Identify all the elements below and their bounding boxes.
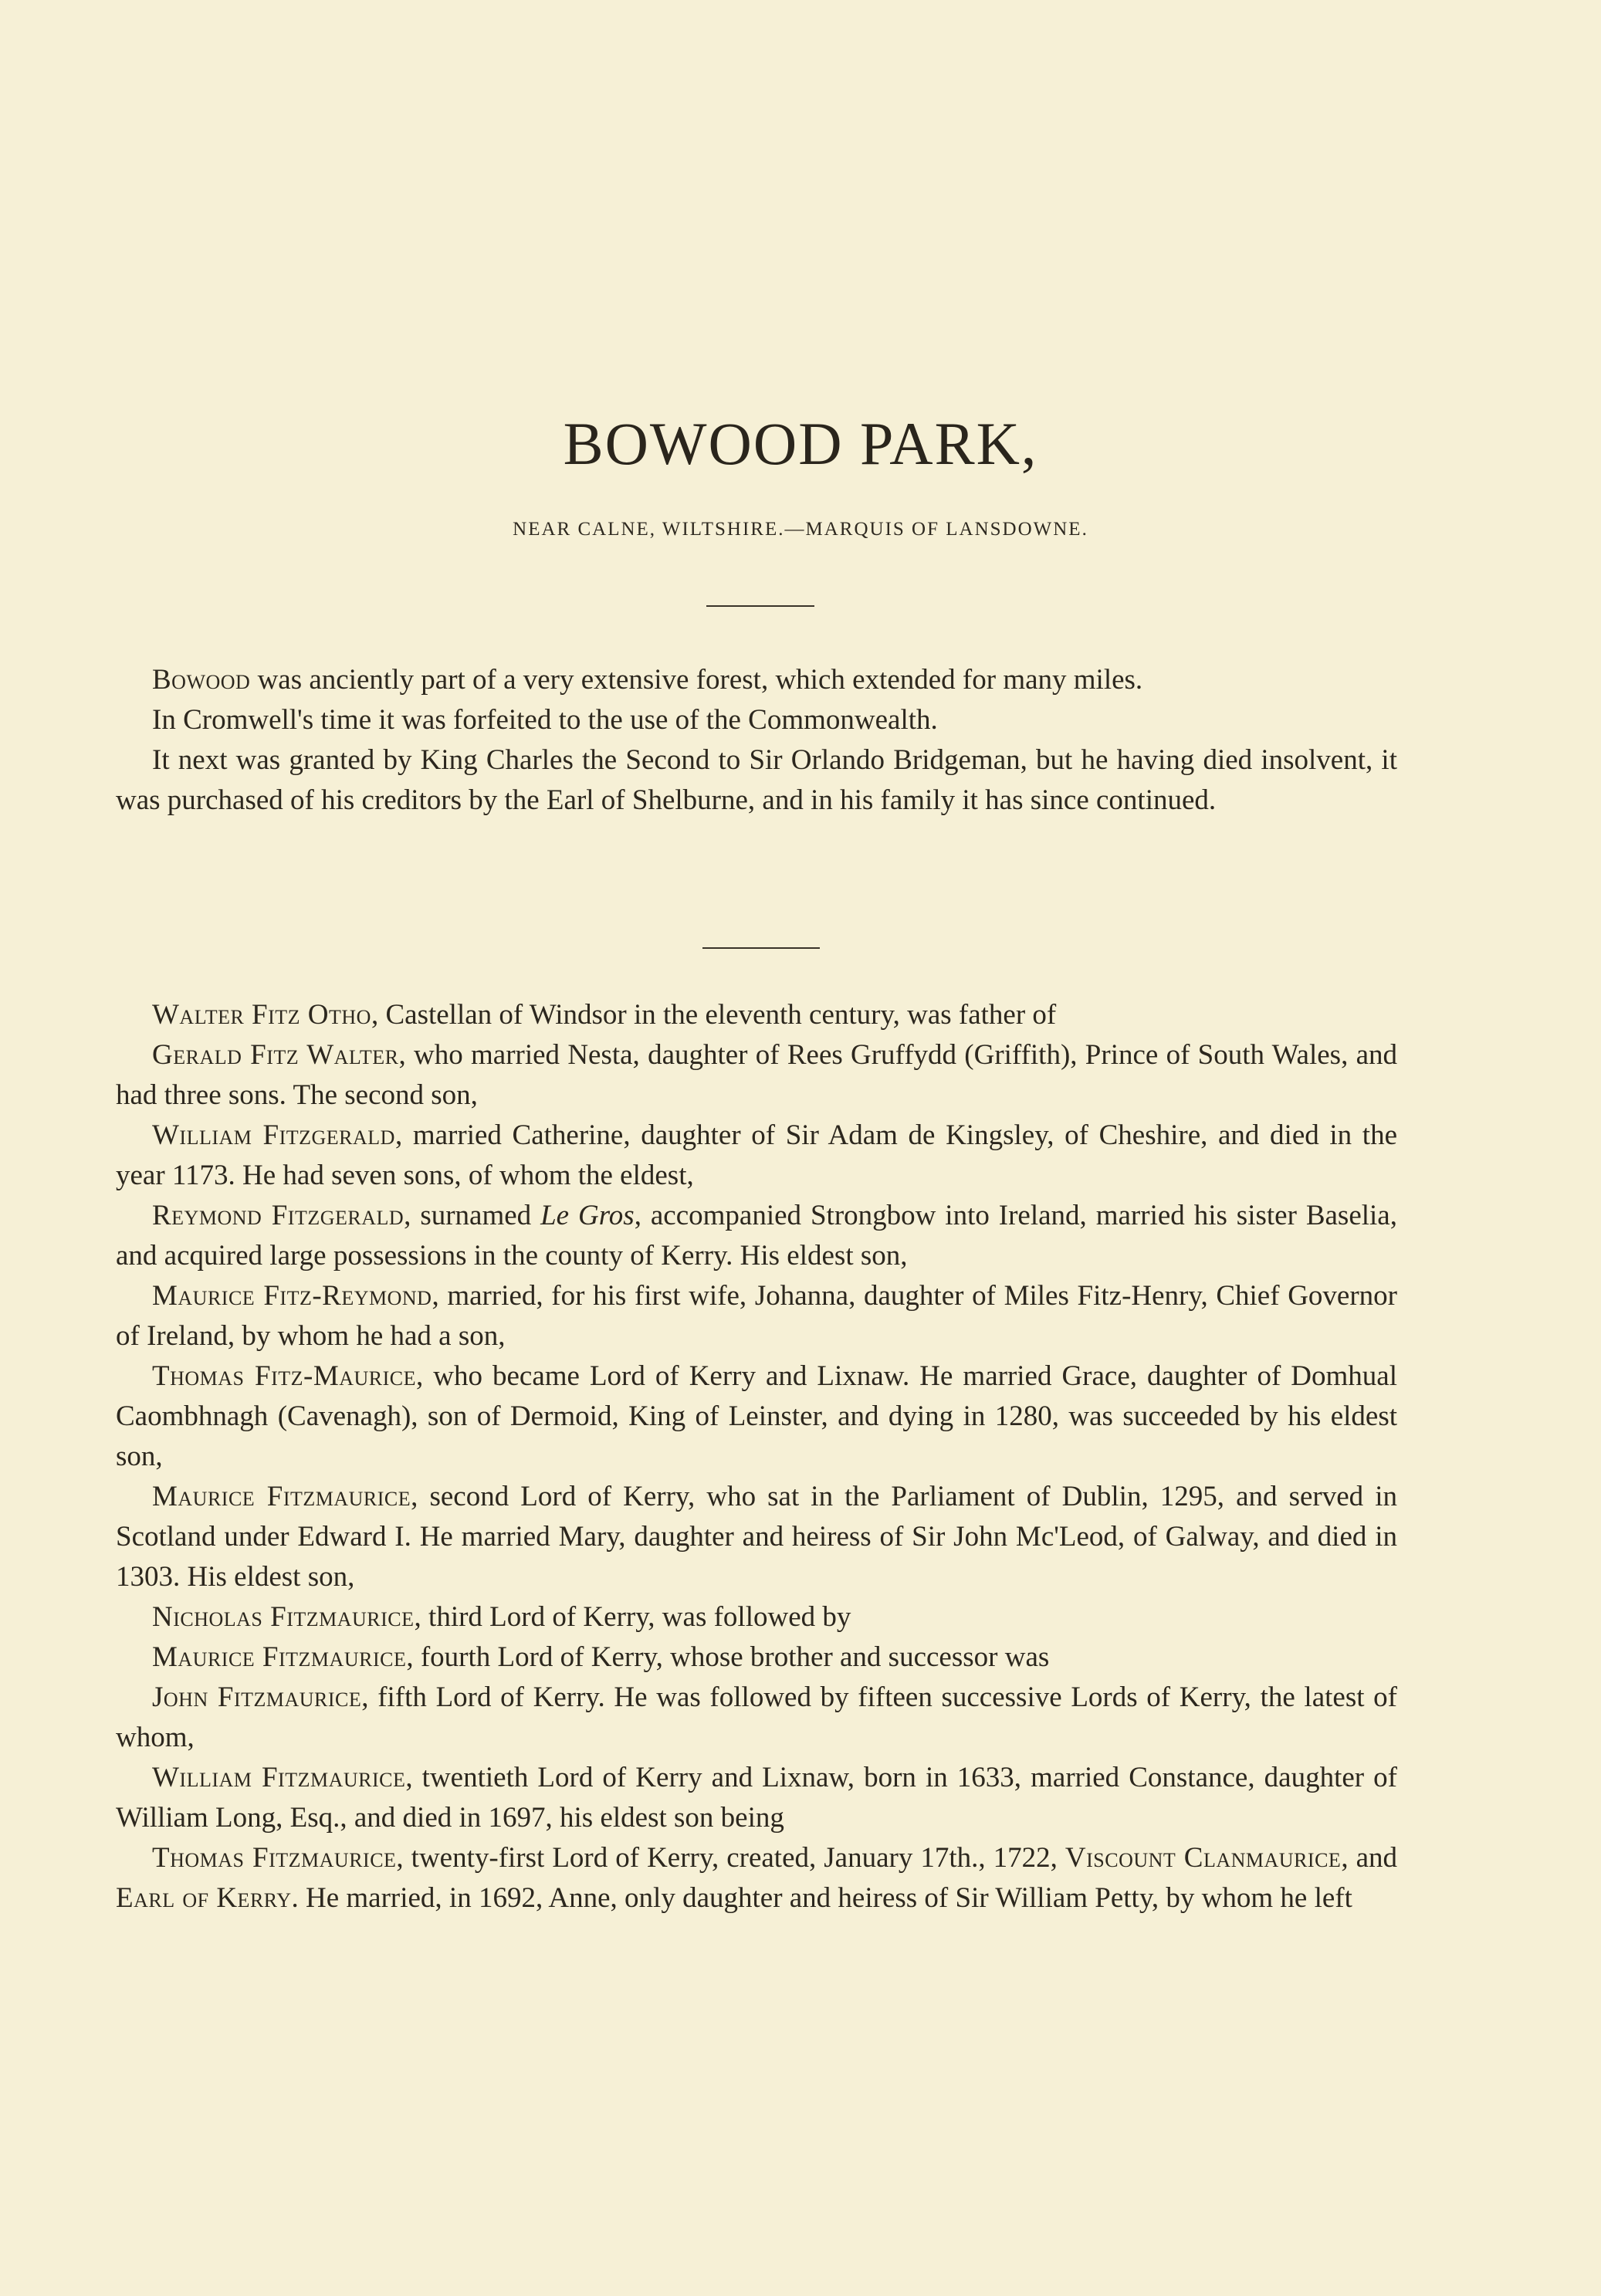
- genealogy-section: [116, 995, 1397, 1918]
- person-name: William Fitzgerald: [152, 1119, 395, 1151]
- intro-paragraph: In Cromwell's time it was forfeited to the use of the Commonwealth.: [152, 704, 938, 736]
- entry-text: , second Lord of Kerry, who sat in the Parliament of Dublin, 1295, and served in Scotland under Edward I. He married Mary, daughter and heiress of Sir John Mc'Leod, of Galway, and died in 1303. His eldest son,: [116, 1481, 1397, 1593]
- genealogy-entry: [116, 1637, 1397, 1678]
- person-name: Nicholas Fitzmaurice: [152, 1601, 415, 1633]
- person-name: Thomas Fitzmaurice: [152, 1842, 397, 1874]
- intro-section: [116, 660, 1397, 821]
- genealogy-entry: [116, 1116, 1397, 1196]
- entry-text: , married Catherine, daughter of Sir Adam de Kingsley, of Cheshire, and died in the year 1173. He had seven sons, of whom the eldest,: [116, 1119, 1397, 1191]
- genealogy-entry: [116, 1356, 1397, 1477]
- intro-paragraph: It next was granted by King Charles the Second to Sir Orlando Bridgeman, but he having died insolvent, it was purchased of his creditors by the Earl of Shelburne, and in his family it has since continued.: [116, 744, 1397, 816]
- entry-text: . He married, in 1692, Anne, only daughter and heiress of Sir William Petty, by whom he left: [291, 1882, 1352, 1914]
- lead-word: Bowood: [152, 664, 251, 696]
- genealogy-entry: [116, 1758, 1397, 1838]
- person-name: Maurice Fitzmaurice: [152, 1641, 407, 1673]
- person-name: Walter Fitz Otho: [152, 999, 371, 1031]
- person-name: Gerald Fitz Walter: [152, 1039, 399, 1071]
- genealogy-entry: [116, 1196, 1397, 1276]
- person-name: Reymond Fitzgerald: [152, 1200, 404, 1231]
- person-name: John Fitzmaurice: [152, 1681, 362, 1713]
- page-subtitle: NEAR CALNE, WILTSHIRE.—MARQUIS OF LANSDOWNE.: [513, 519, 1088, 540]
- peerage-title: Viscount Clanmaurice: [1065, 1842, 1342, 1874]
- entry-text: , married, for his first wife, Johanna, daughter of Miles Fitz-Henry, Chief Governor of Ireland, by whom he had a son,: [116, 1280, 1397, 1352]
- paragraph-text: was anciently part of a very extensive forest, which extended for many miles.: [250, 664, 1143, 696]
- divider-rule: [706, 605, 814, 607]
- genealogy-entry: [116, 1838, 1397, 1918]
- entry-text: , Castellan of Windsor in the eleventh century, was father of: [371, 999, 1057, 1031]
- entry-text: , fifth Lord of Kerry. He was followed by fifteen successive Lords of Kerry, the latest of whom,: [116, 1681, 1398, 1753]
- person-name: William Fitzmaurice: [152, 1762, 406, 1793]
- intro-paragraph: [116, 660, 1397, 700]
- surname-italic: Le Gros: [540, 1200, 635, 1231]
- entry-text: , and: [1341, 1842, 1397, 1874]
- entry-text: , fourth Lord of Kerry, whose brother and successor was: [406, 1641, 1050, 1673]
- genealogy-entry: [116, 995, 1397, 1035]
- person-name: Maurice Fitzmaurice: [152, 1481, 411, 1512]
- entry-text: , twenty-first Lord of Kerry, created, January 17th., 1722,: [396, 1842, 1065, 1874]
- divider-rule: [702, 947, 820, 949]
- page-title: BOWOOD PARK,: [563, 410, 1038, 477]
- genealogy-entry: [116, 1597, 1397, 1637]
- genealogy-entry: [116, 1477, 1397, 1597]
- entry-text: , who married Nesta, daughter of Rees Gruffydd (Griffith), Prince of South Wales, and had three sons. The second son,: [116, 1039, 1398, 1111]
- genealogy-entry: [116, 1035, 1397, 1116]
- entry-text: , third Lord of Kerry, was followed by: [414, 1601, 851, 1633]
- genealogy-entry: [116, 1276, 1397, 1356]
- entry-text: , who became Lord of Kerry and Lixnaw. He married Grace, daughter of Domhual Caombhnagh (Cavenagh), son of Dermoid, King of Leinster, and dying in 1280, was succeeded by his eldest son,: [116, 1360, 1397, 1472]
- genealogy-entry: [116, 1678, 1397, 1758]
- person-name: Thomas Fitz-Maurice: [152, 1360, 417, 1392]
- entry-text: , accompanied Strongbow into Ireland, married his sister Baselia, and acquired large possessions in the county of Kerry. His eldest son,: [116, 1200, 1397, 1272]
- entry-text: , twentieth Lord of Kerry and Lixnaw, born in 1633, married Constance, daughter of William Long, Esq., and died in 1697, his eldest son being: [116, 1762, 1397, 1834]
- person-name: Maurice Fitz-Reymond: [152, 1280, 432, 1312]
- peerage-title: Earl of Kerry: [116, 1882, 292, 1914]
- entry-text: , surnamed: [404, 1200, 541, 1231]
